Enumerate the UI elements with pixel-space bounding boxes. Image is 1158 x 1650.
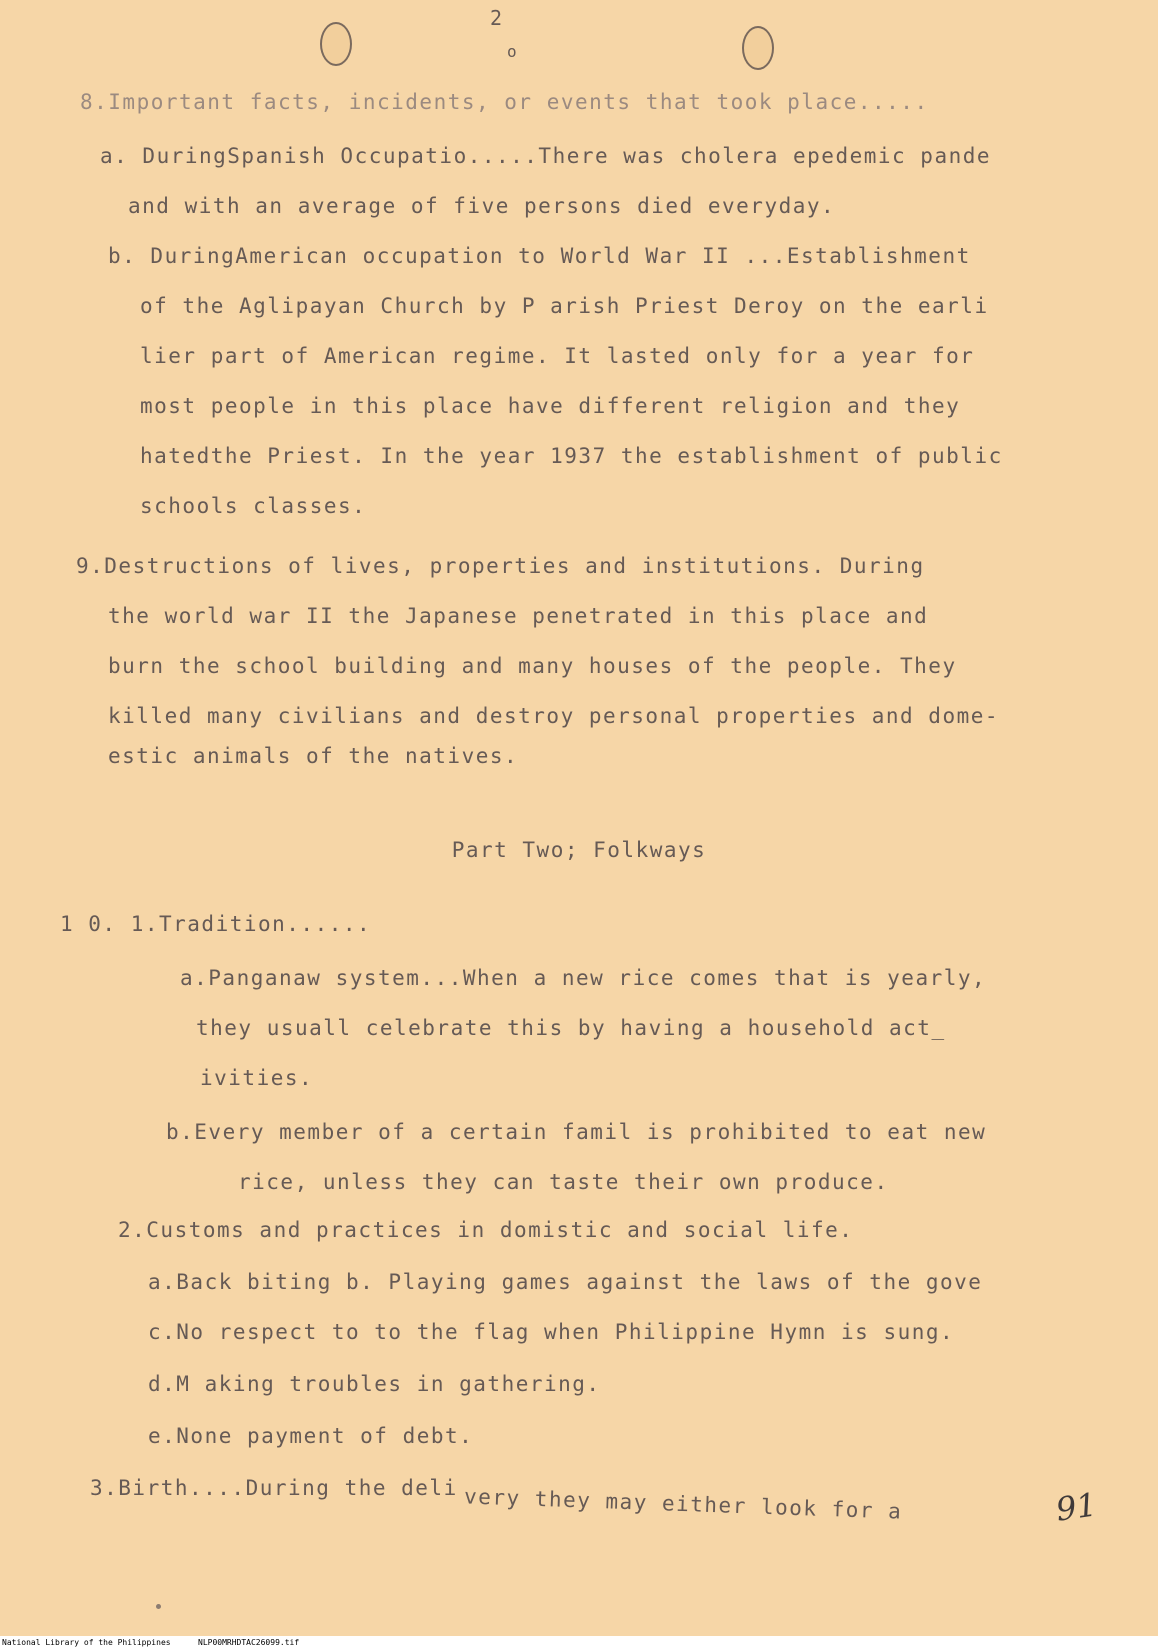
customs-line-e: e.None payment of debt. [148, 1424, 474, 1448]
item-8b-line-1: b. DuringAmerican occupation to World War II ...Establishment [108, 244, 971, 268]
page-number: 2 [490, 6, 504, 30]
tradition-b-line-1: b.Every member of a certain famil is prohibited to eat new [166, 1120, 987, 1144]
binder-hole-right [742, 26, 774, 70]
birth-line-1: 3.Birth....During the deli [90, 1476, 458, 1500]
tradition-b-line-2: rice, unless they can taste their own produce. [238, 1170, 889, 1194]
footer-file-name: NLP00MRHDTAC26099.tif [198, 1638, 300, 1647]
section-9-line-5: estic animals of the natives. [108, 744, 519, 768]
customs-line-c: c.No respect to to the flag when Philippine Hymn is sung. [148, 1320, 955, 1344]
tradition-heading: 1 0. 1.Tradition...... [60, 912, 372, 936]
section-9-line-1: 9.Destructions of lives, properties and institutions. During [76, 554, 925, 578]
customs-heading: 2.Customs and practices in domistic and social life. [118, 1218, 854, 1242]
item-8b-line-4: most people in this place have different religion and they [140, 394, 961, 418]
item-8b-line-2: of the Aglipayan Church by P arish Priest Deroy on the earli [140, 294, 989, 318]
customs-line-d: d.M aking troubles in gathering. [148, 1372, 601, 1396]
customs-line-ab: a.Back biting b. Playing games against the laws of the gove [148, 1270, 983, 1294]
tradition-a-line-2: they usuall celebrate this by having a household act_ [196, 1016, 946, 1040]
section-9-line-3: burn the school building and many houses of the people. They [108, 654, 957, 678]
item-8b-line-6: schools classes. [140, 494, 367, 518]
footer-library-name: National Library of the Philippines [2, 1638, 171, 1647]
part-two-heading: Part Two; Folkways [451, 838, 707, 862]
item-8b-line-3: lier part of American regime. It lasted only for a year for [140, 344, 975, 368]
section-8-heading: 8.Important facts, incidents, or events that took place..... [80, 90, 929, 114]
binder-hole-left [320, 22, 352, 66]
tradition-a-line-1: a.Panganaw system...When a new rice comes that is yearly, [180, 966, 987, 990]
item-8b-line-5: hatedthe Priest. In the year 1937 the establishment of public [140, 444, 1003, 468]
section-9-line-4: killed many civilians and destroy personal properties and dome- [108, 704, 1000, 728]
page-mark: o [507, 42, 519, 61]
ink-dot [156, 1604, 161, 1609]
birth-line-2: very they may either look for a [463, 1484, 903, 1524]
item-8a-line-1: a. DuringSpanish Occupatio.....There was cholera epedemic pande [100, 144, 992, 168]
handwritten-page-mark: 91 [1053, 1485, 1100, 1529]
item-8a-line-2: and with an average of five persons died everyday. [128, 194, 836, 218]
section-9-line-2: the world war II the Japanese penetrated in this place and [108, 604, 929, 628]
scan-footer [0, 1636, 1158, 1650]
tradition-a-line-3: ivities. [200, 1066, 314, 1090]
